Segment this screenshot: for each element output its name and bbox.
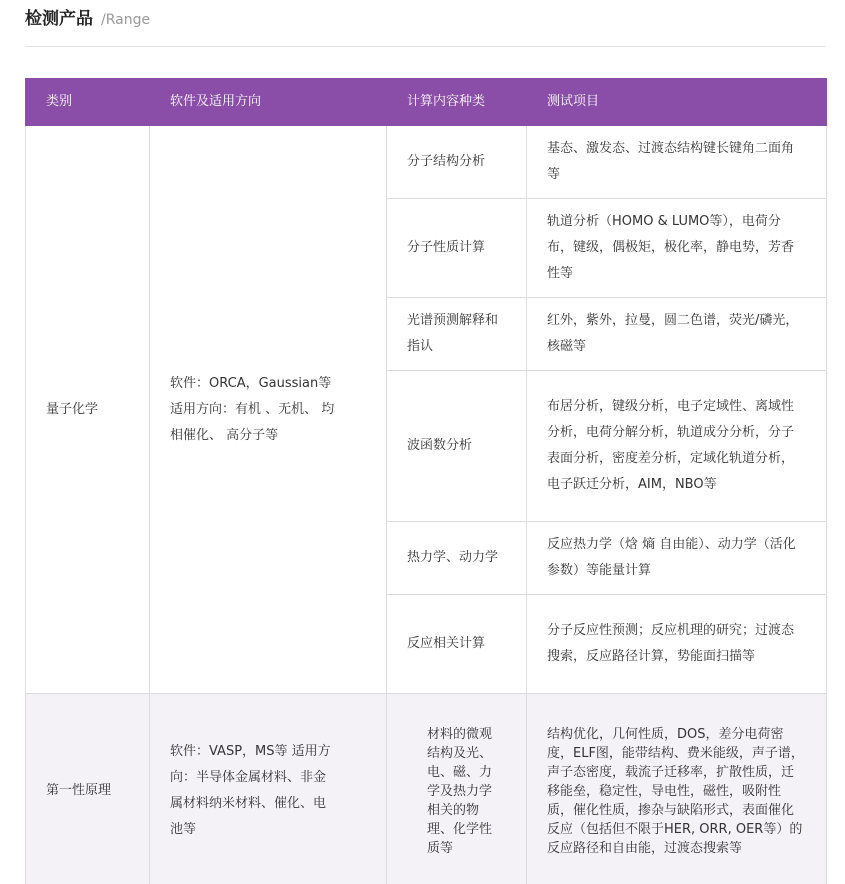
column-header-content: 计算内容种类 bbox=[387, 79, 527, 126]
items-cell: 反应热力学（焓 熵 自由能）、动力学（活化参数）等能量计算 bbox=[527, 522, 827, 595]
software-line: 软件：VASP，MS等 适用方 bbox=[170, 744, 331, 759]
software-line: 属材料纳米材料、催化、电 bbox=[170, 796, 327, 811]
table-row bbox=[26, 694, 827, 884]
items-cell: 红外，紫外，拉曼，圆二色谱，荧光/磷光，核磁等 bbox=[527, 298, 827, 371]
software-line: 适用方向：有机 、无机、 均 bbox=[170, 401, 335, 417]
software-line: 池等 bbox=[170, 822, 197, 837]
column-header-items: 测试项目 bbox=[527, 79, 827, 126]
content-cell: 热力学、动力学 bbox=[387, 522, 527, 595]
software-line: 软件：ORCA，Gaussian等 bbox=[170, 375, 332, 391]
software-cell bbox=[150, 126, 387, 694]
items-cell: 轨道分析（HOMO & LUMO等），电荷分布，键级，偶极矩，极化率，静电势，芳香性等 bbox=[527, 199, 827, 298]
category-cell: 量子化学 bbox=[26, 126, 150, 694]
software-line: 向：半导体金属材料、非金 bbox=[170, 770, 327, 785]
table-header-row bbox=[26, 79, 827, 126]
content-cell: 波函数分析 bbox=[387, 371, 527, 522]
column-header-software: 软件及适用方向 bbox=[150, 79, 387, 126]
items-cell: 分子反应性预测；反应机理的研究；过渡态搜索，反应路径计算，势能面扫描等 bbox=[527, 595, 827, 694]
category-cell: 第一性原理 bbox=[26, 694, 150, 884]
content-cell: 分子性质计算 bbox=[387, 199, 527, 298]
column-header-category: 类别 bbox=[26, 79, 150, 126]
items-cell: 基态、激发态、过渡态结构键长键角二面角等 bbox=[527, 126, 827, 199]
range-table bbox=[25, 78, 827, 884]
software-cell bbox=[150, 694, 387, 884]
table-row bbox=[26, 126, 827, 199]
header-divider bbox=[25, 46, 826, 47]
content-cell: 反应相关计算 bbox=[387, 595, 527, 694]
items-cell: 结构优化，几何性质，DOS，差分电荷密度，ELF图，能带结构、费米能级，声子谱，声子态密度，载流子迁移率，扩散性质，迁移能垒，稳定性，导电性，磁性，吸附性质，催化性质，掺杂与缺陷形式，表面催化反应（包括但不限于HER, ORR, OER等）的反应路径和自由能，过渡态搜索等 bbox=[527, 694, 827, 884]
section-title: 检测产品 bbox=[25, 9, 93, 29]
content-cell: 分子结构分析 bbox=[387, 126, 527, 199]
section-header bbox=[25, 4, 150, 29]
section-subtitle: /Range bbox=[101, 12, 151, 28]
content-cell: 材料的微观结构及光、电、磁、力学及热力学相关的物理、化学性质等 bbox=[387, 694, 527, 884]
content-cell: 光谱预测解释和指认 bbox=[387, 298, 527, 371]
software-line: 相催化、 高分子等 bbox=[170, 427, 279, 443]
items-cell: 布居分析，键级分析，电子定域性、离域性分析，电荷分解分析，轨道成分分析，分子表面分析，密度差分析，定域化轨道分析，电子跃迁分析，AIM，NBO等 bbox=[527, 371, 827, 522]
